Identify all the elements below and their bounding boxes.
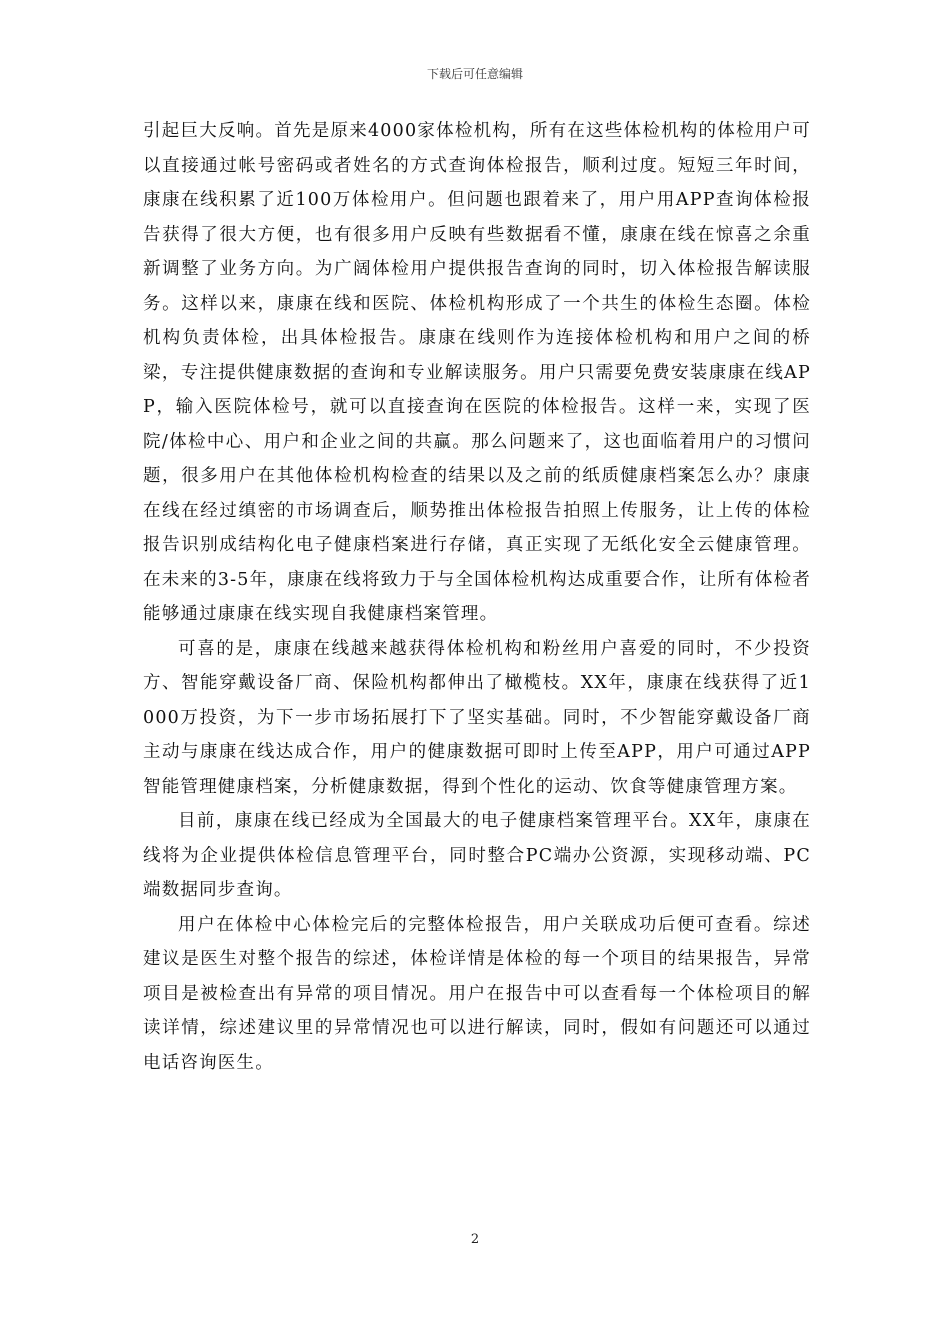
paragraph-1: 引起巨大反响。首先是原来4000家体检机构，所有在这些体检机构的体检用户可以直接通过帐号密码或者姓名的方式查询体检报告，顺利过度。短短三年时间，康康在线积累了近100万体检用户。但问题也跟着来了，用户用APP查询体检报告获得了很大方便，也有很多用户反映有些数据看不懂，康康在线在惊喜之余重新调整了业务方向。为广阔体检用户提供报告查询的同时，切入体检报告解读服务。这样以来，康康在线和医院、体检机构形成了一个共生的体检生态圈。体检机构负责体检，出具体检报告。康康在线则作为连接体检机构和用户之间的桥梁，专注提供健康数据的查询和专业解读服务。用户只需要免费安装康康在线APP，输入医院体检号，就可以直接查询在医院的体检报告。这样一来，实现了医院/体检中心、用户和企业之间的共赢。那么问题来了，这也面临着用户的习惯问题，很多用户在其他体检机构检查的结果以及之前的纸质健康档案怎么办？康康在线在经过缜密的市场调查后，顺势推出体检报告拍照上传服务，让上传的体检报告识别成结构化电子健康档案进行存储，真正实现了无纸化安全云健康管理。在未来的3-5年，康康在线将致力于与全国体检机构达成重要合作，让所有体检者能够通过康康在线实现自我健康档案管理。 bbox=[143, 121, 811, 624]
paragraph-2: 可喜的是，康康在线越来越获得体检机构和粉丝用户喜爱的同时，不少投资方、智能穿戴设备厂商、保险机构都伸出了橄榄枝。XX年，康康在线获得了近1000万投资，为下一步市场拓展打下了坚实基础。同时，不少智能穿戴设备厂商主动与康康在线达成合作，用户的健康数据可即时上传至APP，用户可通过APP智能管理健康档案，分析健康数据，得到个性化的运动、饮食等健康管理方案。 bbox=[143, 638, 811, 797]
document-body bbox=[143, 114, 811, 1080]
page-header: 下载后可任意编辑 bbox=[426, 67, 523, 81]
page-number: 2 bbox=[470, 1232, 480, 1247]
paragraph-3: 目前，康康在线已经成为全国最大的电子健康档案管理平台。XX年，康康在线将为企业提供体检信息管理平台，同时整合PC端办公资源，实现移动端、PC端数据同步查询。 bbox=[143, 811, 811, 900]
paragraph-4: 用户在体检中心体检完后的完整体检报告，用户关联成功后便可查看。综述建议是医生对整个报告的综述，体检详情是体检的每一个项目的结果报告，异常项目是被检查出有异常的项目情况。用户在报告中可以查看每一个体检项目的解读详情，综述建议里的异常情况也可以进行解读，同时，假如有问题还可以通过电话咨询医生。 bbox=[143, 914, 811, 1073]
